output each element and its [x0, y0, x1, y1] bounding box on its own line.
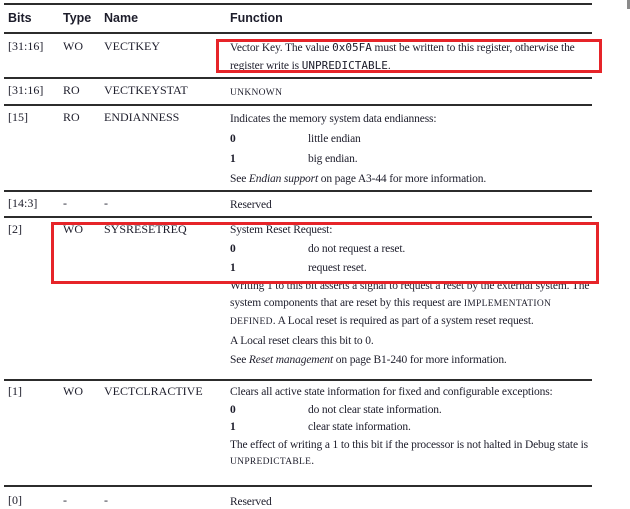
name-cell: VECTKEYSTAT	[104, 83, 188, 97]
bit-value-line	[230, 130, 590, 148]
bit-value: 1	[230, 153, 236, 165]
function-cell	[230, 83, 592, 104]
text-segment: Endian support	[248, 173, 319, 185]
text-segment: on page B1-240 for more information.	[333, 353, 507, 366]
text-segment: UNPREDICTABLE	[301, 59, 388, 72]
name-cell: -	[104, 493, 108, 507]
function-paragraph	[230, 39, 590, 75]
text-segment: on page A3-44 for more information.	[318, 173, 487, 185]
text-segment: .	[387, 60, 391, 72]
type-cell: RO	[63, 110, 80, 124]
bits-cell: [1]	[8, 384, 22, 398]
bit-value-line	[230, 402, 590, 419]
function-paragraph	[230, 437, 590, 471]
bits-cell: [0]	[8, 493, 22, 507]
bit-value-description: do not request a reset.	[308, 242, 406, 255]
text-segment: Writing 1 to this bit asserts a signal to request a reset by the external system. The system components that are reset by this request are	[230, 280, 590, 310]
text-segment: Reset management	[248, 353, 334, 366]
text-segment: The effect of writing a 1 to this bit if the processor is not halted in Debug state is	[230, 438, 588, 451]
register-field-table	[4, 3, 592, 509]
function-paragraph	[230, 333, 590, 350]
text-segment: A Local reset clears this bit to 0.	[230, 334, 374, 347]
table-body	[4, 32, 592, 509]
bits-cell: [14:3]	[8, 196, 38, 210]
function-cell	[230, 493, 592, 509]
column-header-bits: Bits	[8, 11, 32, 25]
text-segment: System Reset Request:	[230, 224, 333, 236]
function-paragraph	[230, 384, 590, 401]
bits-cell: [2]	[8, 222, 22, 236]
text-segment: See	[230, 353, 249, 366]
bits-cell: [31:16]	[8, 39, 44, 53]
bit-value: 1	[230, 421, 236, 433]
text-segment: .	[311, 455, 314, 467]
column-header-name: Name	[104, 11, 139, 25]
text-segment: See	[230, 173, 249, 185]
bit-value: 0	[230, 133, 236, 145]
table-header-row	[4, 3, 592, 32]
bit-value-line	[230, 419, 590, 436]
function-paragraph	[230, 222, 590, 239]
bits-cell: [31:16]	[8, 83, 44, 97]
bit-value-description: big endian.	[308, 153, 358, 165]
table-row	[4, 104, 592, 190]
bit-value-line	[230, 150, 590, 168]
function-paragraph	[230, 83, 590, 102]
text-segment: Reserved	[230, 496, 272, 508]
function-paragraph	[230, 170, 590, 188]
function-paragraph	[230, 352, 590, 369]
bit-value-description: request reset.	[308, 261, 367, 274]
table-row	[4, 32, 592, 77]
type-cell: -	[63, 196, 67, 210]
bit-value: 1	[230, 261, 236, 274]
table-row	[4, 485, 592, 509]
bit-value-line	[230, 241, 590, 258]
function-cell	[230, 196, 592, 216]
text-segment: UNPREDICTABLE	[230, 457, 312, 467]
name-cell: VECTCLRACTIVE	[104, 384, 203, 398]
function-cell	[230, 222, 592, 379]
text-segment: 0x05FA	[332, 41, 372, 54]
bit-value: 0	[230, 242, 236, 255]
text-segment: Reserved	[230, 199, 272, 211]
text-segment: UNKNOWN	[230, 88, 283, 98]
function-cell	[230, 39, 592, 77]
text-segment: . A Local reset is required as part of a system reset request.	[272, 314, 534, 327]
bit-value-description: do not clear state information.	[308, 403, 442, 416]
table-row	[4, 216, 592, 379]
type-cell: WO	[63, 39, 83, 53]
table-row	[4, 77, 592, 104]
function-paragraph	[230, 493, 590, 509]
name-cell: -	[104, 196, 108, 210]
text-segment: Vector Key. The value	[230, 42, 333, 54]
function-cell	[230, 110, 592, 190]
table-row	[4, 379, 592, 485]
type-cell: WO	[63, 384, 83, 398]
bit-value: 0	[230, 403, 236, 416]
text-segment: IMPLEMENTATION DEFINED	[230, 299, 552, 327]
text-segment: Indicates the memory system data endianness:	[230, 113, 437, 125]
bits-cell: [15]	[8, 110, 28, 124]
function-paragraph	[230, 110, 590, 128]
bit-value-description: clear state information.	[308, 421, 411, 433]
bit-value-line	[230, 260, 590, 277]
function-paragraph	[230, 196, 590, 214]
function-cell	[230, 384, 592, 485]
table-row	[4, 190, 592, 216]
column-header-function: Function	[230, 11, 283, 25]
function-paragraph	[230, 278, 590, 330]
text-segment: Clears all active state information for fixed and configurable exceptions:	[230, 386, 553, 398]
name-cell: SYSRESETREQ	[104, 222, 187, 236]
column-header-type: Type	[63, 11, 92, 25]
name-cell: VECTKEY	[104, 39, 160, 53]
name-cell: ENDIANNESS	[104, 110, 180, 124]
type-cell: RO	[63, 83, 80, 97]
bit-value-description: little endian	[308, 133, 361, 145]
type-cell: -	[63, 493, 67, 507]
type-cell: WO	[63, 222, 83, 236]
text-segment: must be written to this register, otherwise the register write is	[230, 42, 575, 72]
